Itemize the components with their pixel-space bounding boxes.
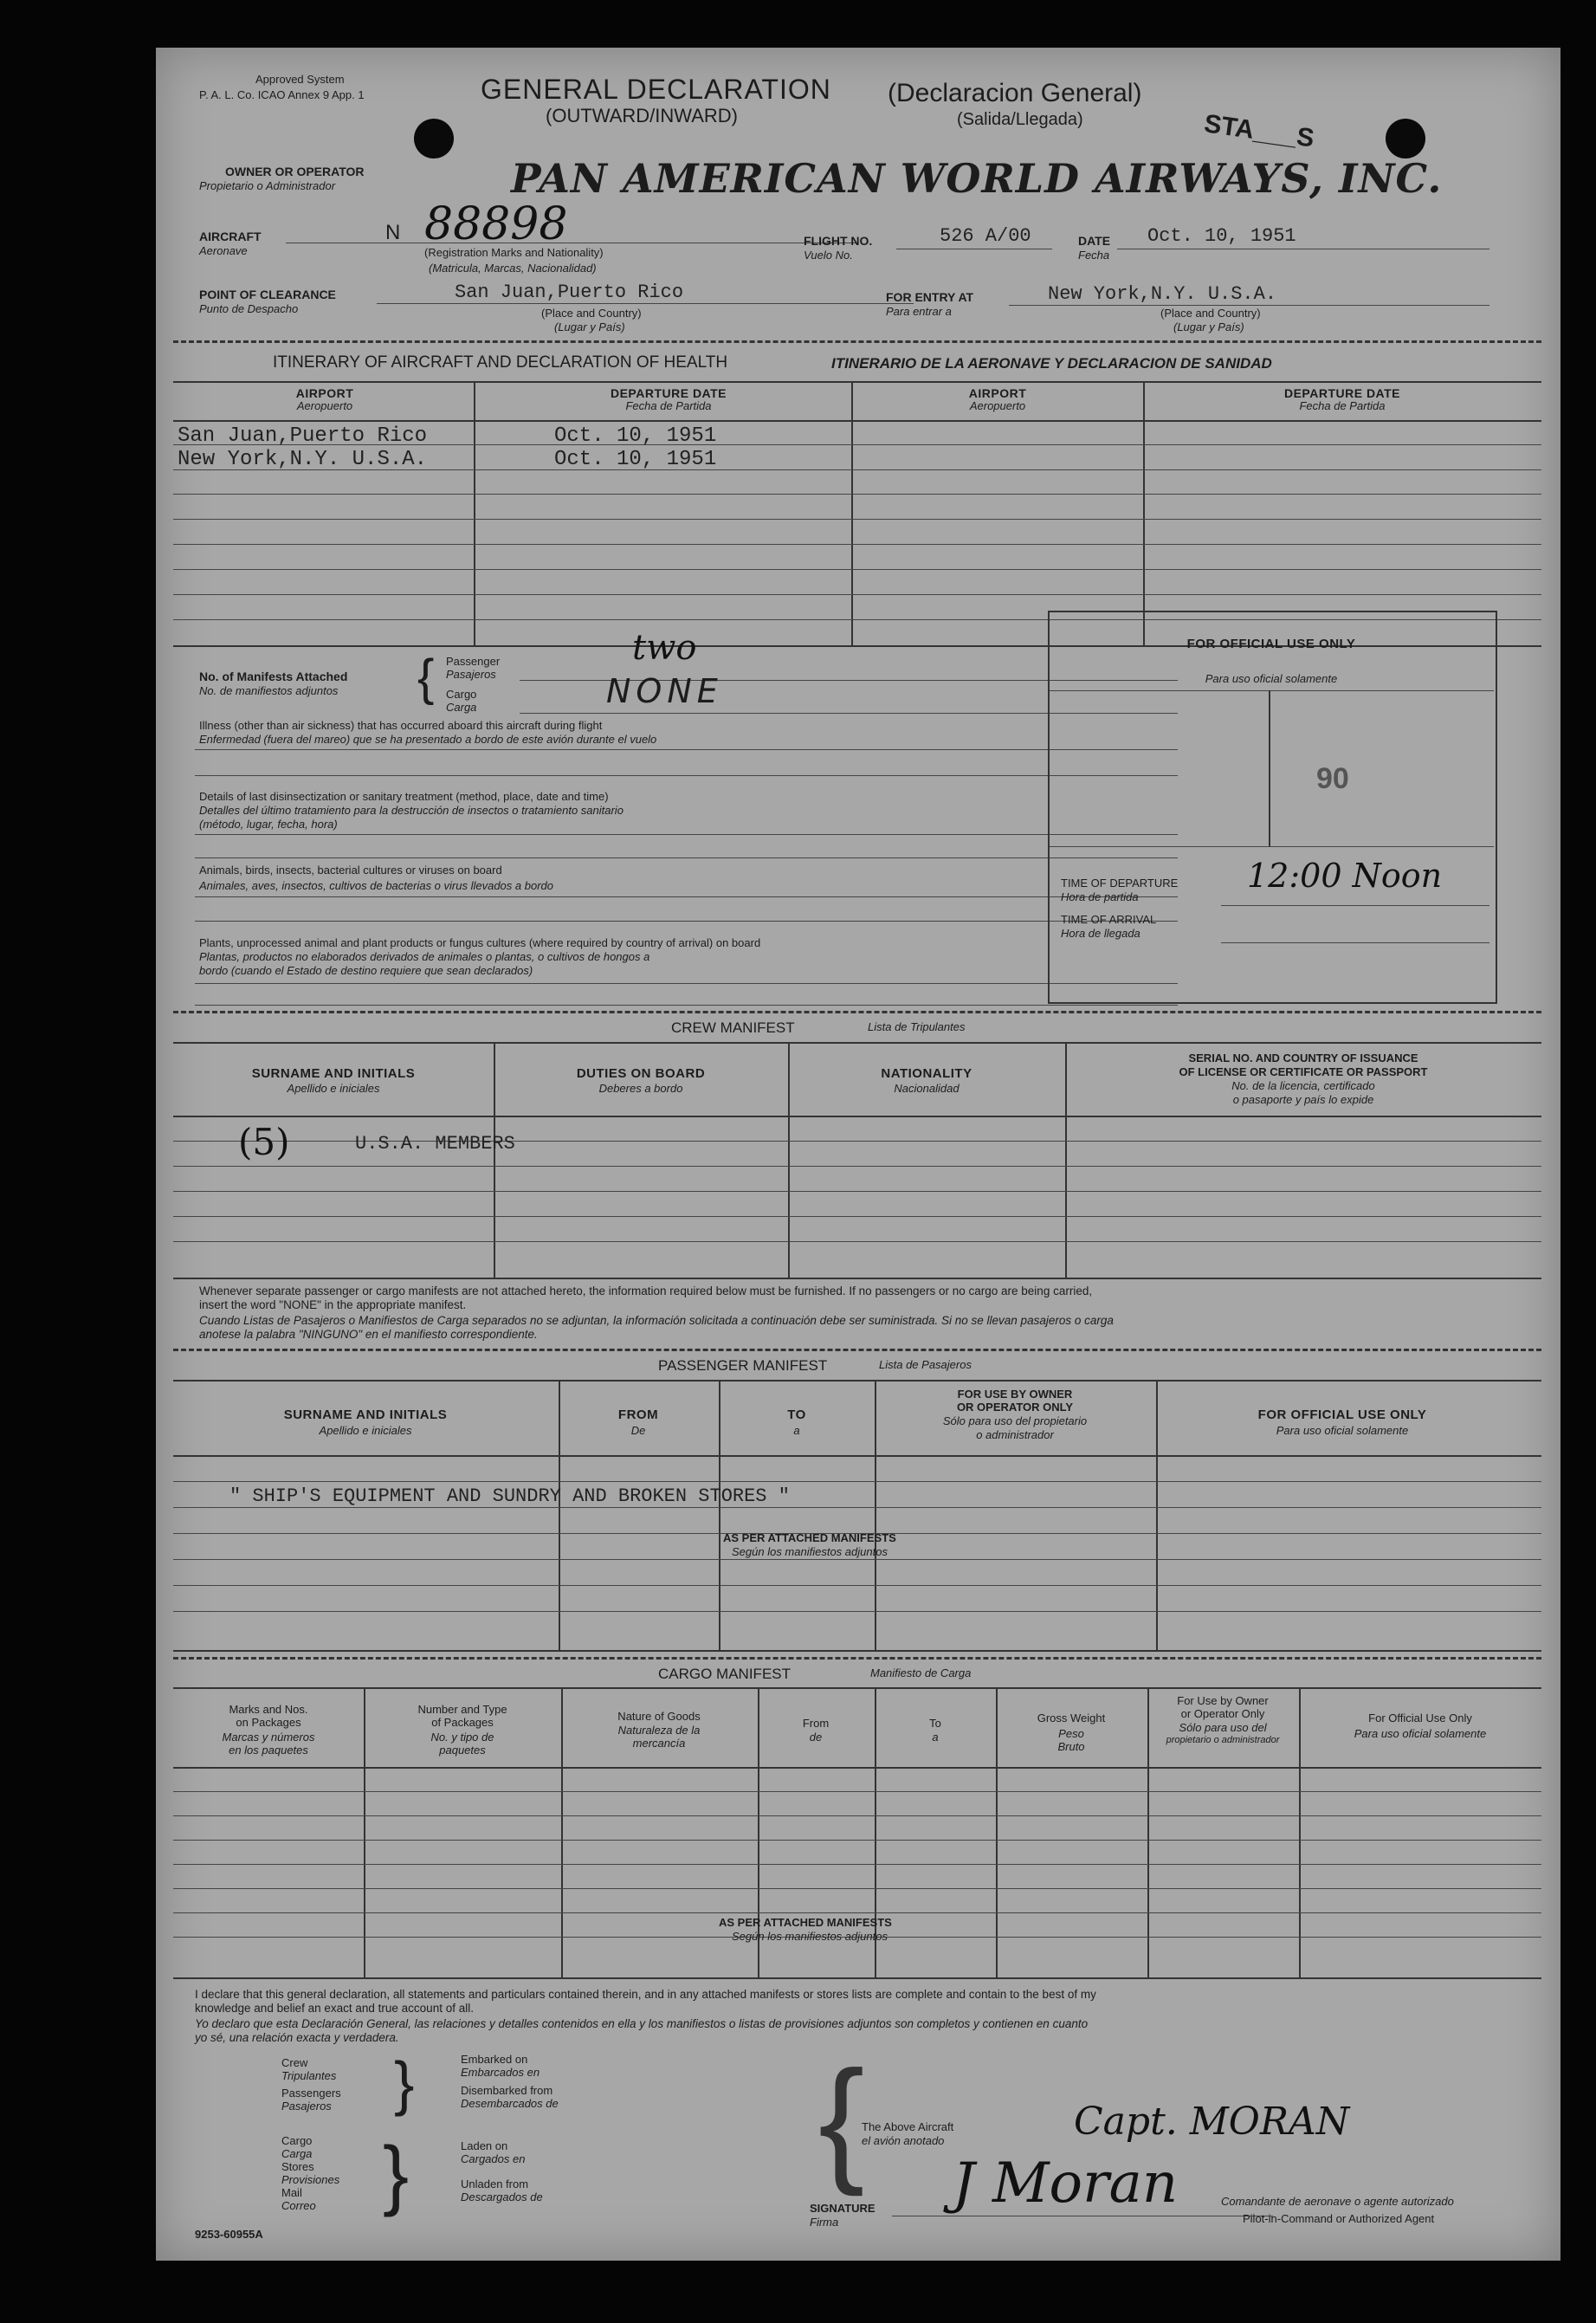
passenger-col-official-es: Para uso oficial solamente	[1276, 1424, 1409, 1437]
aircraft-label-es: Aeronave	[199, 244, 248, 257]
cargo-col-to-es: a	[932, 1731, 939, 1744]
itinerary-title: ITINERARY OF AIRCRAFT AND DECLARATION OF HEALTH	[273, 353, 728, 372]
cargo-col-owner: For Use by Owner	[1177, 1694, 1269, 1707]
arrival-time-label: TIME OF ARRIVAL	[1061, 913, 1157, 926]
signature: J Moran	[953, 2152, 1179, 2216]
above-aircraft-label: The Above Aircraft	[862, 2120, 954, 2133]
manifests-brace: {	[417, 650, 435, 706]
flight-date: Oct. 10, 1951	[1147, 225, 1296, 247]
cargo-title: CARGO MANIFEST	[658, 1666, 792, 1682]
form-title-es: (Declaracion General)	[888, 79, 1142, 107]
plants-label-es-2: bordo (cuando el Estado de destino requiere que sean declarados)	[199, 964, 533, 977]
signature-label-es: Firma	[810, 2216, 839, 2229]
clearance-place-note: (Place and Country)	[541, 307, 642, 320]
owner-label-es: Propietario o Administrador	[199, 179, 336, 192]
notice-line-3: Cuando Listas de Pasajeros o Manifiestos de Carga separados no se adjuntan, la información solicitada a continuación debe ser suministrada. Si no se llevan pasajeros o carga	[199, 1314, 1114, 1327]
cargo-col-marks-es-2: en los paquetes	[229, 1744, 308, 1757]
crew-col-nationality-es: Nacionalidad	[894, 1082, 960, 1095]
itinerary-row-date: Oct. 10, 1951	[554, 448, 717, 471]
disinsect-label: Details of last disinsectization or sanitary treatment (method, place, date and time)	[199, 790, 609, 803]
flight-number: 526 A/00	[940, 225, 1031, 247]
flight-label: FLIGHT NO.	[804, 234, 873, 248]
mail-label: Mail	[281, 2186, 302, 2199]
itinerary-col-airport-es-1: Aeropuerto	[296, 399, 353, 412]
registration-number: 88898	[424, 198, 568, 250]
cargo-title-es: Manifiesto de Carga	[870, 1666, 972, 1679]
disembarked-label-es: Desembarcados de	[461, 2097, 559, 2110]
passenger-col-to: TO	[787, 1407, 806, 1422]
passenger-attached: AS PER ATTACHED MANIFESTS	[723, 1531, 896, 1544]
plants-label: Plants, unprocessed animal and plant products or fungus cultures (where required by country of arrival) on board	[199, 936, 761, 949]
clearance-point: San Juan,Puerto Rico	[455, 281, 684, 303]
animals-label: Animals, birds, insects, bacterial cultures or viruses on board	[199, 864, 502, 877]
cargo-col-nature-es: Naturaleza de la	[617, 1724, 701, 1737]
cargo-col-from-es: de	[809, 1731, 823, 1744]
cargo-col-weight-es-2: Bruto	[1057, 1740, 1085, 1753]
crew-label-es: Tripulantes	[281, 2069, 337, 2082]
departure-time-label-es: Hora de partida	[1061, 890, 1139, 903]
commander-label: Pilot-in-Command or Authorized Agent	[1243, 2212, 1435, 2225]
itinerary-col-airport-es-2: Aeropuerto	[969, 399, 1026, 412]
itinerary-col-date-1: DEPARTURE DATE	[610, 386, 727, 400]
crew-count: (5)	[238, 1121, 290, 1163]
crew-col-serial-es-2: o pasaporte y país lo expide	[1232, 1093, 1374, 1106]
manifests-label: No. of Manifests Attached	[199, 670, 348, 683]
cargo-col-marks-es: Marcas y números	[222, 1731, 315, 1744]
passenger-title: PASSENGER MANIFEST	[658, 1357, 828, 1374]
cargo-label-es: Carga	[446, 701, 477, 714]
itinerary-col-date-es-1: Fecha de Partida	[625, 399, 712, 412]
registration-prefix: N	[385, 221, 401, 244]
passenger-label: Passenger	[446, 655, 501, 668]
crew-entry: U.S.A. MEMBERS	[355, 1133, 515, 1155]
stores-label-es: Provisiones	[281, 2173, 340, 2186]
punch-hole	[414, 119, 454, 159]
above-aircraft-label-es: el avión anotado	[862, 2134, 945, 2147]
crew-col-serial-2: OF LICENSE OR CERTIFICATE OR PASSPORT	[1179, 1065, 1428, 1078]
clearance-label: POINT OF CLEARANCE	[199, 288, 336, 301]
passenger-manifest-count: two	[632, 628, 697, 668]
notice-line-4: anotese la palabra "NINGUNO" en el manifiesto correspondiente.	[199, 1328, 538, 1341]
passenger-col-surname-es: Apellido e iniciales	[319, 1424, 412, 1437]
crew-col-serial-es: No. de la licencia, certificado	[1231, 1079, 1375, 1092]
pal-reference: P. A. L. Co. ICAO Annex 9 App. 1	[199, 88, 365, 101]
brace-3: {	[818, 2042, 865, 2197]
clearance-label-es: Punto de Despacho	[199, 302, 299, 315]
arrival-time-label-es: Hora de llegada	[1061, 927, 1140, 940]
cargo-attached: AS PER ATTACHED MANIFESTS	[719, 1916, 892, 1929]
mail-label-es: Correo	[281, 2199, 316, 2212]
illness-label-es: Enfermedad (fuera del mareo) que se ha presentado a bordo de este avión durante el vuelo	[199, 733, 657, 746]
declaration-line-1: I declare that this general declaration, all statements and particulars contained therein, and in any attached manifests or stores lists are complete and contain to the best of my	[195, 1988, 1096, 2001]
passenger-col-owner-2: OR OPERATOR ONLY	[956, 1401, 1074, 1414]
cargo-decl-label: Cargo	[281, 2134, 313, 2147]
crew-label: Crew	[281, 2056, 308, 2069]
passenger-col-owner-es: Sólo para uso del propietario	[942, 1414, 1088, 1427]
crew-col-duties-es: Deberes a bordo	[598, 1082, 683, 1095]
passenger-col-from: FROM	[617, 1407, 659, 1422]
cargo-label: Cargo	[446, 688, 477, 701]
clearance-place-note-es: (Lugar y País)	[554, 320, 625, 333]
passenger-col-owner-es-2: o administrador	[976, 1428, 1054, 1441]
cargo-col-marks: Marks and Nos.	[229, 1703, 308, 1716]
punch-hole	[1386, 119, 1425, 159]
cargo-col-official: For Official Use Only	[1368, 1712, 1472, 1724]
entry-place-note: (Place and Country)	[1160, 307, 1261, 320]
registration-note-es: (Matricula, Marcas, Nacionalidad)	[429, 262, 597, 275]
embarked-label-es: Embarcados en	[461, 2066, 540, 2079]
animals-label-es: Animales, aves, insectos, cultivos de bacterias o virus llevados a bordo	[199, 879, 553, 892]
cargo-attached-es: Según los manifiestos adjuntos	[732, 1930, 888, 1943]
itinerary-row-airport: San Juan,Puerto Rico	[178, 424, 428, 448]
flight-label-es: Vuelo No.	[804, 249, 853, 262]
passenger-col-surname: SURNAME AND INITIALS	[283, 1407, 448, 1422]
cargo-manifest-count: NONE	[606, 672, 723, 710]
unladen-label-es: Descargados de	[461, 2190, 543, 2203]
cargo-col-number-2: of Packages	[431, 1716, 494, 1729]
cargo-decl-label-es: Carga	[281, 2147, 313, 2160]
itinerary-col-airport-2: AIRPORT	[968, 386, 1027, 400]
notice-line-1: Whenever separate passenger or cargo manifests are not attached hereto, the information required below must be furnished. If no passengers or no cargo are being carried,	[199, 1284, 1093, 1297]
form-number: 9253-60955A	[195, 2228, 263, 2241]
departure-time-label: TIME OF DEPARTURE	[1061, 877, 1179, 890]
cargo-col-number-es-2: paquetes	[439, 1744, 486, 1757]
official-use-label-es: Para uso oficial solamente	[1205, 672, 1338, 685]
passenger-attached-es: Según los manifiestos adjuntos	[732, 1545, 888, 1558]
itinerary-col-airport-1: AIRPORT	[295, 386, 354, 400]
crew-col-surname-es: Apellido e iniciales	[287, 1082, 380, 1095]
date-label-es: Fecha	[1078, 249, 1110, 262]
declaration-line-2: knowledge and belief an exact and true account of all.	[195, 2002, 474, 2015]
passenger-col-from-es: De	[630, 1424, 646, 1437]
cargo-col-number: Number and Type	[417, 1703, 507, 1716]
passenger-label-es: Pasajeros	[446, 668, 496, 681]
official-stamp-number: 90	[1316, 762, 1349, 795]
cargo-col-weight-es: Peso	[1058, 1727, 1084, 1740]
passenger-col-official: FOR OFFICIAL USE ONLY	[1257, 1407, 1427, 1422]
crew-title-es: Lista de Tripulantes	[868, 1020, 966, 1033]
crew-col-surname: SURNAME AND INITIALS	[251, 1066, 416, 1081]
passenger-col-to-es: a	[793, 1424, 800, 1437]
date-label: DATE	[1078, 234, 1111, 248]
entry-place-note-es: (Lugar y País)	[1173, 320, 1244, 333]
brace-1: }	[394, 2049, 415, 2117]
official-use-label: FOR OFFICIAL USE ONLY	[1186, 637, 1356, 651]
plants-label-es: Plantas, productos no elaborados derivados de animales o plantas, o cultivos de hongos a	[199, 950, 650, 963]
form-subtitle-es: (Salida/Llegada)	[957, 110, 1083, 129]
general-declaration-form	[156, 48, 1560, 2261]
crew-col-nationality: NATIONALITY	[881, 1066, 972, 1081]
entry-label-es: Para entrar a	[886, 305, 952, 318]
crew-col-serial: SERIAL NO. AND COUNTRY OF ISSUANCE	[1188, 1051, 1418, 1064]
cargo-col-number-es: No. y tipo de	[430, 1731, 494, 1744]
declaration-line-3: Yo declaro que esta Declaración General, las relaciones y detalles contenidos en ella y los manifiestos o listas de provisiones adjuntos son completos y contienen en cuanto	[195, 2017, 1089, 2030]
crew-title: CREW MANIFEST	[671, 1019, 795, 1036]
entry-point: New York,N.Y. U.S.A.	[1048, 283, 1277, 305]
itinerary-row-airport: New York,N.Y. U.S.A.	[178, 448, 428, 471]
disembarked-label: Disembarked from	[461, 2084, 553, 2097]
passenger-entry: " SHIP'S EQUIPMENT AND SUNDRY AND BROKEN STORES "	[229, 1485, 790, 1507]
cargo-col-to: To	[929, 1717, 941, 1730]
passenger-title-es: Lista de Pasajeros	[879, 1358, 972, 1371]
cargo-col-nature: Nature of Goods	[617, 1710, 701, 1723]
commander-label-es: Comandante de aeronave o agente autorizado	[1221, 2195, 1454, 2208]
crew-col-duties: DUTIES ON BOARD	[576, 1066, 706, 1081]
itinerary-row-date: Oct. 10, 1951	[554, 424, 717, 448]
passengers-label: Passengers	[281, 2087, 341, 2100]
disinsect-label-es: Detalles del último tratamiento para la destrucción de insectos o tratamiento sanitario	[199, 804, 624, 817]
cargo-col-from: From	[802, 1717, 830, 1730]
cargo-col-marks-2: on Packages	[236, 1716, 301, 1729]
stores-label: Stores	[281, 2160, 314, 2173]
entry-label: FOR ENTRY AT	[886, 290, 974, 304]
cargo-col-owner-es-2: propietario o administrador	[1166, 1735, 1280, 1745]
brace-2: }	[383, 2132, 410, 2218]
notice-line-2: insert the word "NONE" in the appropriate manifest.	[199, 1298, 467, 1311]
captain-name: Capt. MORAN	[1074, 2100, 1350, 2144]
disinsect-label-es-2: (método, lugar, fecha, hora)	[199, 818, 338, 831]
departure-time: 12:00 Noon	[1247, 857, 1443, 895]
itinerary-title-es: ITINERARIO DE LA AERONAVE Y DECLARACION DE SANIDAD	[831, 355, 1272, 372]
itinerary-col-date-es-2: Fecha de Partida	[1299, 399, 1386, 412]
embarked-label: Embarked on	[461, 2053, 528, 2066]
cargo-col-owner-2: or Operator Only	[1180, 1707, 1265, 1720]
laden-label-es: Cargados en	[461, 2152, 526, 2165]
registration-note: (Registration Marks and Nationality)	[424, 246, 604, 259]
cargo-col-weight: Gross Weight	[1037, 1712, 1106, 1724]
form-subtitle: (OUTWARD/INWARD)	[546, 105, 738, 126]
cargo-col-owner-es: Sólo para uso del	[1179, 1721, 1267, 1734]
form-title: GENERAL DECLARATION	[481, 74, 831, 105]
stamp-mark: STA___S	[1202, 109, 1316, 153]
illness-label: Illness (other than air sickness) that has occurred aboard this aircraft during flight	[199, 719, 603, 732]
itinerary-col-date-2: DEPARTURE DATE	[1283, 386, 1401, 400]
owner-label: OWNER OR OPERATOR	[225, 165, 365, 178]
aircraft-label: AIRCRAFT	[199, 230, 262, 243]
airline-name: PAN AMERICAN WORLD AIRWAYS, INC.	[511, 155, 1443, 202]
manifests-label-es: No. de manifiestos adjuntos	[199, 684, 339, 697]
cargo-col-nature-es-2: mercancía	[632, 1737, 686, 1750]
signature-label: SIGNATURE	[810, 2202, 876, 2215]
unladen-label: Unladen from	[461, 2177, 529, 2190]
passengers-label-es: Pasajeros	[281, 2100, 332, 2113]
laden-label: Laden on	[461, 2139, 508, 2152]
passenger-col-owner: FOR USE BY OWNER	[957, 1388, 1073, 1401]
cargo-col-official-es: Para uso oficial solamente	[1354, 1727, 1487, 1740]
declaration-line-4: yo sé, una relación exacta y verdadera.	[195, 2031, 399, 2044]
official-use-box	[1048, 611, 1497, 1004]
approved-system: Approved System	[255, 73, 345, 86]
